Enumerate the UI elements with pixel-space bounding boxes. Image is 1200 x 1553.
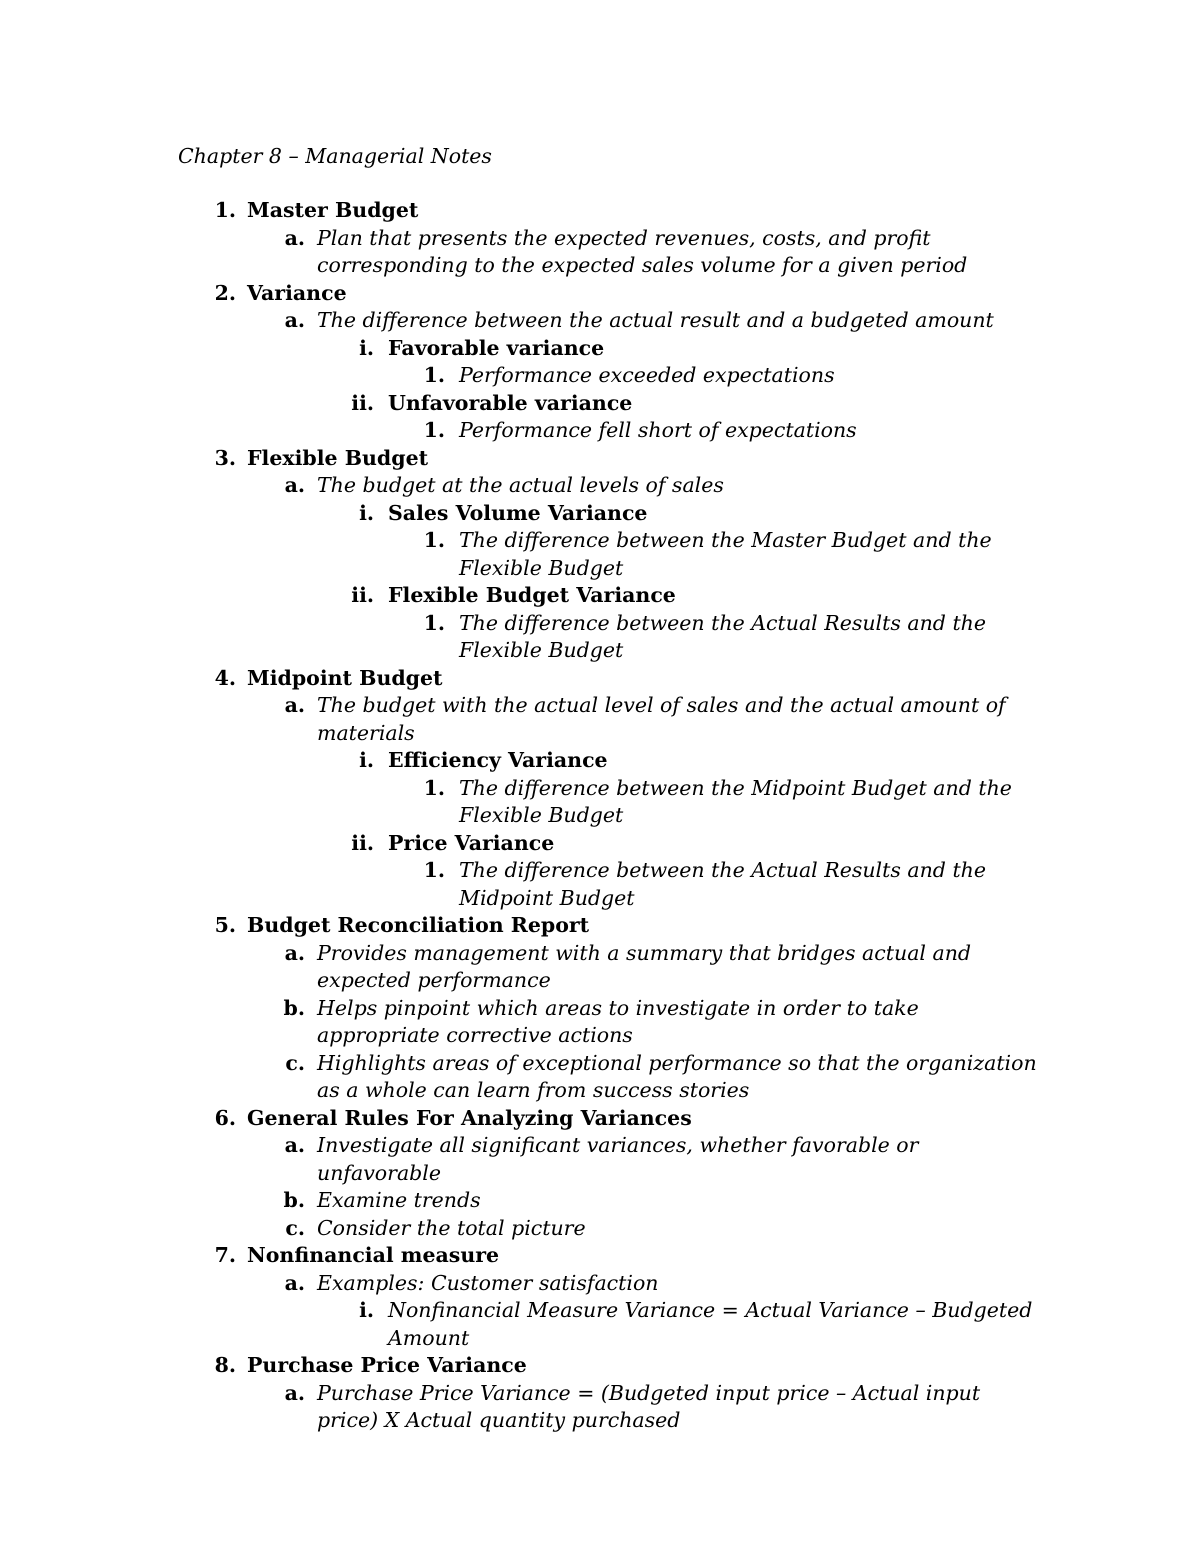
sub-point [0, 775, 1200, 830]
item-text: Consider the total picture [317, 1215, 586, 1240]
list-marker: 1. [423, 528, 445, 552]
item-heading: Budget Reconciliation Report [247, 913, 590, 937]
sub-point [0, 527, 1200, 582]
item-text: The budget with the actual level of sales and the actual amount of materials [317, 693, 1006, 745]
list-marker: i. [359, 748, 374, 772]
sub-item [0, 1297, 1200, 1352]
list-item [0, 1132, 1200, 1187]
list-item [0, 692, 1200, 747]
list-marker: a. [284, 940, 305, 965]
sub-point [0, 417, 1200, 445]
list-marker: b. [283, 995, 305, 1020]
list-marker: 3. [214, 445, 236, 470]
list-item [0, 1187, 1200, 1215]
item-text: The difference between the Actual Results and the Midpoint Budget [459, 858, 987, 910]
list-marker: 1. [423, 363, 445, 387]
section-heading [0, 197, 1200, 225]
list-marker: c. [285, 1050, 305, 1075]
notes-outline [0, 197, 1200, 1435]
sub-point [0, 610, 1200, 665]
list-marker: 7. [214, 1243, 236, 1267]
list-marker: a. [284, 225, 305, 250]
list-item [0, 1215, 1200, 1243]
list-marker: b. [283, 1188, 305, 1212]
item-heading: Price Variance [388, 830, 555, 855]
section-heading [0, 665, 1200, 693]
list-item [0, 472, 1200, 500]
item-text: The difference between the actual result and a budgeted amount [317, 308, 994, 332]
item-heading: Unfavorable variance [388, 390, 633, 415]
list-marker: 1. [214, 198, 236, 222]
list-marker: c. [285, 1215, 305, 1240]
list-marker: a. [284, 1380, 305, 1405]
item-heading: Master Budget [247, 198, 419, 222]
section-heading [0, 445, 1200, 473]
item-text: Purchase Price Variance = (Budgeted input price – Actual input price) X Actual quantity purchased [317, 1380, 981, 1432]
list-item [0, 1270, 1200, 1298]
item-text: Performance exceeded expectations [459, 363, 835, 387]
list-marker: 1. [423, 858, 445, 882]
item-heading: Favorable variance [388, 335, 605, 360]
list-item [0, 1380, 1200, 1435]
item-heading: Flexible Budget [247, 445, 429, 470]
section-heading [0, 912, 1200, 940]
list-item [0, 307, 1200, 335]
item-text: Performance fell short of expectations [459, 418, 857, 442]
list-marker: a. [284, 308, 305, 332]
sub-item-heading [0, 390, 1200, 418]
sub-item-heading [0, 335, 1200, 363]
item-heading: Purchase Price Variance [247, 1353, 527, 1377]
list-marker: ii. [351, 830, 374, 855]
item-heading: Variance [247, 280, 347, 305]
list-item [0, 1050, 1200, 1105]
list-marker: a. [284, 693, 305, 717]
list-item [0, 940, 1200, 995]
section-heading [0, 1105, 1200, 1133]
item-text: The difference between the Master Budget and the Flexible Budget [459, 528, 992, 580]
list-marker: 5. [214, 913, 236, 937]
item-text: Investigate all significant variances, whether favorable or unfavorable [317, 1133, 919, 1185]
item-text: The difference between the Actual Results and the Flexible Budget [459, 610, 987, 662]
item-text: Provides management with a summary that bridges actual and expected performance [317, 940, 972, 992]
list-marker: 8. [214, 1353, 236, 1377]
list-marker: i. [359, 500, 374, 525]
sub-point [0, 857, 1200, 912]
list-marker: 6. [214, 1105, 236, 1130]
item-text: The difference between the Midpoint Budget and the Flexible Budget [459, 775, 1012, 827]
item-text: Examples: Customer satisfaction [317, 1270, 659, 1295]
list-marker: i. [359, 335, 374, 360]
item-text: The budget at the actual levels of sales [317, 473, 724, 497]
list-marker: a. [284, 473, 305, 497]
list-marker: i. [359, 1298, 374, 1322]
list-item [0, 225, 1200, 280]
list-marker: 1. [423, 775, 445, 800]
sub-item-heading [0, 830, 1200, 858]
item-text: Nonfinancial Measure Variance = Actual Variance – Budgeted Amount [388, 1298, 1033, 1350]
section-heading [0, 280, 1200, 308]
section-heading [0, 1242, 1200, 1270]
item-text: Examine trends [317, 1188, 481, 1212]
sub-item-heading [0, 500, 1200, 528]
item-text: Helps pinpoint which areas to investigate in order to take appropriate corrective actions [317, 995, 919, 1047]
document-title: Chapter 8 – Managerial Notes [178, 144, 492, 168]
item-text: Plan that presents the expected revenues, costs, and profit corresponding to the expected sales volume for a given period [317, 225, 968, 277]
item-heading: Nonfinancial measure [247, 1243, 500, 1267]
section-heading [0, 1352, 1200, 1380]
list-marker: ii. [351, 583, 374, 607]
list-marker: 1. [423, 610, 445, 635]
sub-item-heading [0, 582, 1200, 610]
item-heading: Midpoint Budget [247, 665, 443, 690]
list-marker: 4. [214, 665, 236, 690]
list-marker: ii. [351, 390, 374, 415]
item-text: Highlights areas of exceptional performance so that the organization as a whole can learn from success stories [317, 1050, 1037, 1102]
list-marker: a. [284, 1133, 305, 1157]
item-heading: Flexible Budget Variance [388, 583, 676, 607]
list-marker: a. [284, 1270, 305, 1295]
list-marker: 2. [214, 280, 236, 305]
sub-point [0, 362, 1200, 390]
item-heading: General Rules For Analyzing Variances [247, 1105, 692, 1130]
list-item [0, 995, 1200, 1050]
item-heading: Sales Volume Variance [388, 500, 648, 525]
item-heading: Efficiency Variance [388, 748, 608, 772]
sub-item-heading [0, 747, 1200, 775]
list-marker: 1. [423, 418, 445, 442]
